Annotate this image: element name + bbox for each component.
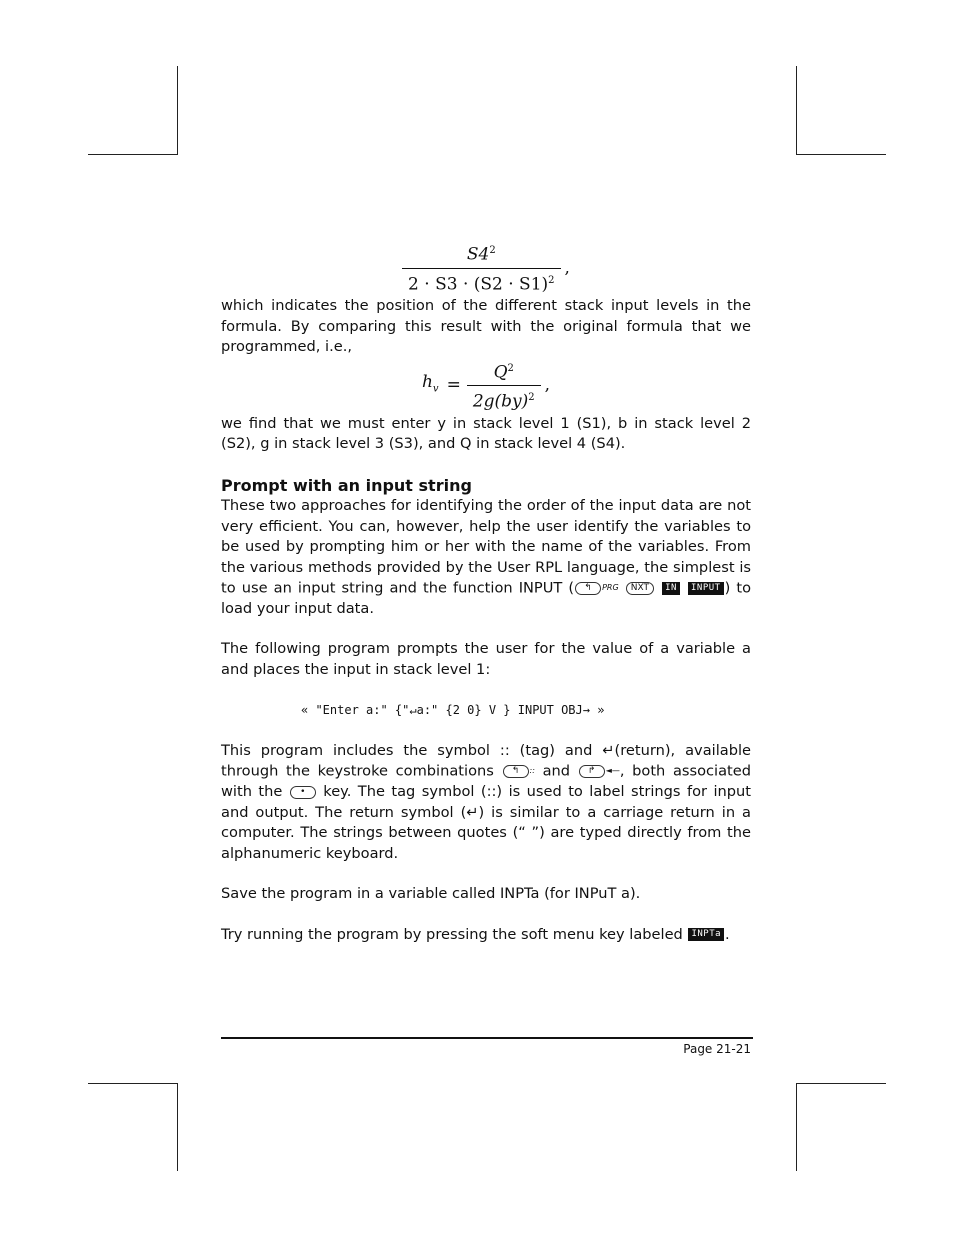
return-label: ◄— xyxy=(605,766,620,776)
crop-mark xyxy=(796,1083,797,1171)
fraction: $\frac{S4^2}{2 \cdot S3 \cdot (S2 \cdot S1)^2}$ xyxy=(402,241,560,294)
program-code: « "Enter a:" {"↵a:" {2 0} V } INPUT OBJ→ » xyxy=(301,703,605,718)
section-heading: Prompt with an input string xyxy=(221,475,472,495)
soft-key-in: IN xyxy=(662,582,680,595)
paragraph: These two approaches for identifying the order of the input data are not very efficient. You can, however, help the user identify the variables to be used by prompting him or her with the name of the variables. From the various methods provided by the User RPL language, the simplest is to use an input string and the function INPUT ( ↰ PRG NXT IN INPUT ) to load your input data. xyxy=(221,497,752,617)
formula-hv: $h_v$ = $\frac{Q^2}{2g(by)^2}$ , xyxy=(221,358,751,414)
tag-label: :: xyxy=(529,766,535,776)
paragraph: The following program prompts the user for the value of a variable a and places the input in stack level 1: xyxy=(221,640,751,678)
soft-key-input: INPUT xyxy=(688,582,724,595)
formula-stack-levels: $\frac{S4^2}{2 \cdot S3 \cdot (S2 \cdot S1)^2}$ , xyxy=(221,240,751,296)
page-content xyxy=(221,240,751,945)
right-shift-key-icon: ↱ xyxy=(579,765,605,778)
crop-mark xyxy=(796,1083,886,1084)
crop-mark xyxy=(88,154,178,155)
nxt-key-icon: NXT xyxy=(626,582,654,595)
paragraph: Save the program in a variable called INPTa (for INPuT a). xyxy=(221,885,641,902)
left-shift-key-icon: ↰ xyxy=(575,582,601,595)
crop-mark xyxy=(177,66,178,154)
crop-mark xyxy=(796,154,886,155)
prg-label: PRG xyxy=(602,583,619,592)
footer-rule xyxy=(221,1037,753,1039)
crop-mark xyxy=(88,1083,178,1084)
fraction: $\frac{Q^2}{2g(by)^2}$ xyxy=(467,359,541,412)
crop-mark xyxy=(796,66,797,154)
page-number: Page 21-21 xyxy=(683,1042,751,1056)
soft-key-inpta: INPTa xyxy=(688,928,724,941)
dot-key-icon: • xyxy=(290,786,316,799)
left-shift-key-icon: ↰ xyxy=(503,765,529,778)
paragraph: This program includes the symbol :: (tag) and ↵(return), available through the keystroke combinations ↰ :: and ↱ ◄—, both associated with the • key. The tag symbol (::) is used to label strings for input and output. The return symbol (↵) is similar to a carriage return in a computer. The strings between quotes (“ ”) are typed directly from the alphanumeric keyboard. xyxy=(221,741,752,862)
paragraph: Try running the program by pressing the soft menu key labeled INPTa . xyxy=(221,925,730,943)
crop-mark xyxy=(177,1083,178,1171)
paragraph: we find that we must enter y in stack level 1 (S1), b in stack level 2 (S2), g in stack level 3 (S3), and Q in stack level 4 (S4). xyxy=(221,414,751,452)
paragraph: which indicates the position of the different stack input levels in the formula. By comparing this result with the original formula that we programmed, i.e., xyxy=(221,297,751,355)
